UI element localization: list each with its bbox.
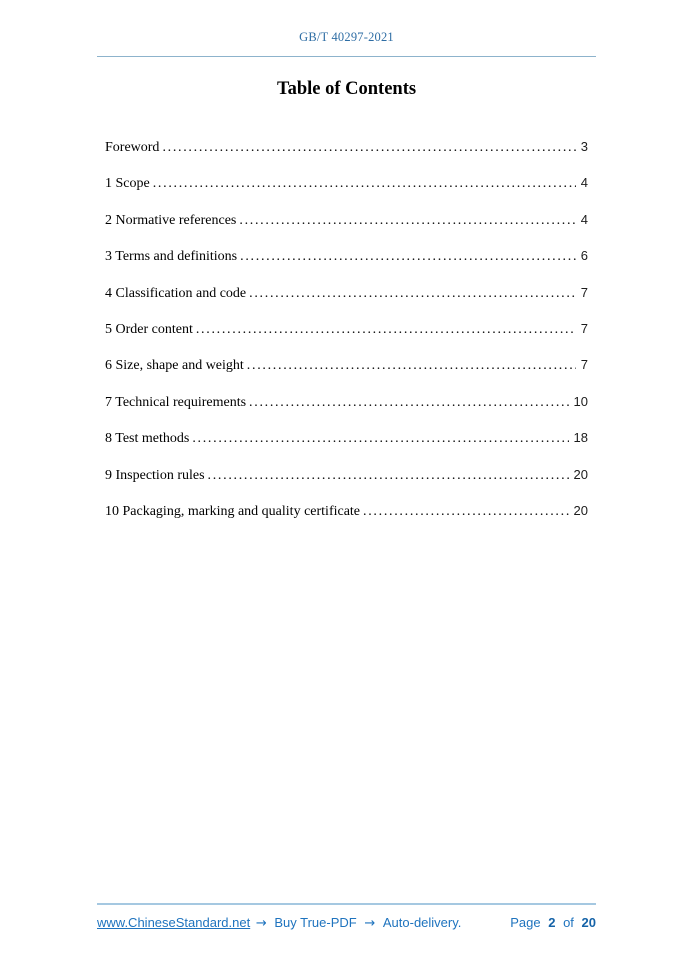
header-divider [97, 56, 596, 57]
toc-entry-page: 18 [573, 430, 588, 446]
toc-row[interactable] [105, 175, 588, 192]
toc-row[interactable] [105, 139, 588, 156]
toc-dot-leader [363, 504, 569, 520]
toc-dot-leader [247, 358, 576, 374]
toc-dot-leader [249, 286, 576, 302]
toc-entry-page: 4 [580, 211, 588, 227]
toc-dot-leader [249, 395, 568, 411]
toc-row[interactable] [105, 248, 588, 265]
page-title: Table of Contents [276, 79, 417, 99]
buy-true-pdf-label: Buy True-PDF [274, 915, 357, 930]
arrow-icon: → [364, 916, 376, 931]
arrow-icon: → [255, 916, 267, 931]
toc-dot-leader [153, 176, 576, 192]
toc-dot-leader [240, 249, 576, 265]
toc-entry-label: 8 Test methods [105, 431, 190, 447]
page-label: Page [510, 915, 541, 930]
toc-dot-leader [208, 468, 569, 484]
toc-dot-leader [239, 213, 575, 229]
toc-row[interactable] [105, 430, 588, 447]
toc-row[interactable] [105, 321, 588, 338]
toc-dot-leader [162, 140, 575, 156]
toc-list [105, 139, 588, 539]
footer-divider [97, 903, 596, 905]
current-page-number: 2 [548, 915, 556, 930]
toc-entry-label: 7 Technical requirements [105, 394, 247, 410]
toc-entry-page: 20 [573, 502, 588, 518]
page-header [97, 30, 596, 45]
toc-entry-page: 10 [573, 393, 588, 409]
toc-entry-page: 7 [580, 320, 588, 336]
toc-entry-page: 20 [573, 466, 588, 482]
toc-row[interactable] [105, 285, 588, 302]
toc-entry-label: 3 Terms and definitions [105, 249, 238, 265]
website-link[interactable]: www.ChineseStandard.net [97, 915, 251, 930]
toc-dot-leader [192, 431, 568, 447]
toc-entry-page: 7 [580, 284, 588, 300]
toc-row[interactable] [105, 503, 588, 520]
toc-entry-page: 3 [580, 139, 588, 154]
toc-entry-label: 6 Size, shape and weight [105, 358, 244, 374]
toc-entry-page: 7 [580, 357, 588, 373]
toc-row[interactable] [105, 212, 588, 229]
toc-entry-label: Foreword [105, 140, 160, 155]
toc-entry-label: 5 Order content [105, 321, 193, 337]
toc-entry-label: 10 Packaging, marking and quality certificate [105, 503, 361, 519]
page-indicator [506, 915, 596, 930]
toc-dot-leader [196, 322, 576, 338]
footer-promo [97, 915, 463, 931]
standard-code: GB/T 40297-2021 [299, 30, 394, 44]
auto-delivery-label: Auto-delivery. [382, 915, 462, 930]
toc-row[interactable] [105, 394, 588, 411]
toc-entry-label: 4 Classification and code [105, 285, 247, 301]
toc-entry-label: 1 Scope [105, 176, 150, 192]
toc-entry-label: 9 Inspection rules [105, 467, 205, 483]
page-footer [97, 915, 596, 931]
toc-row[interactable] [105, 357, 588, 374]
of-label: of [563, 915, 574, 930]
toc-entry-page: 6 [580, 248, 588, 264]
toc-entry-label: 2 Normative references [105, 212, 237, 228]
toc-entry-page: 4 [580, 175, 588, 191]
toc-row[interactable] [105, 467, 588, 484]
total-pages-number: 20 [581, 915, 596, 930]
